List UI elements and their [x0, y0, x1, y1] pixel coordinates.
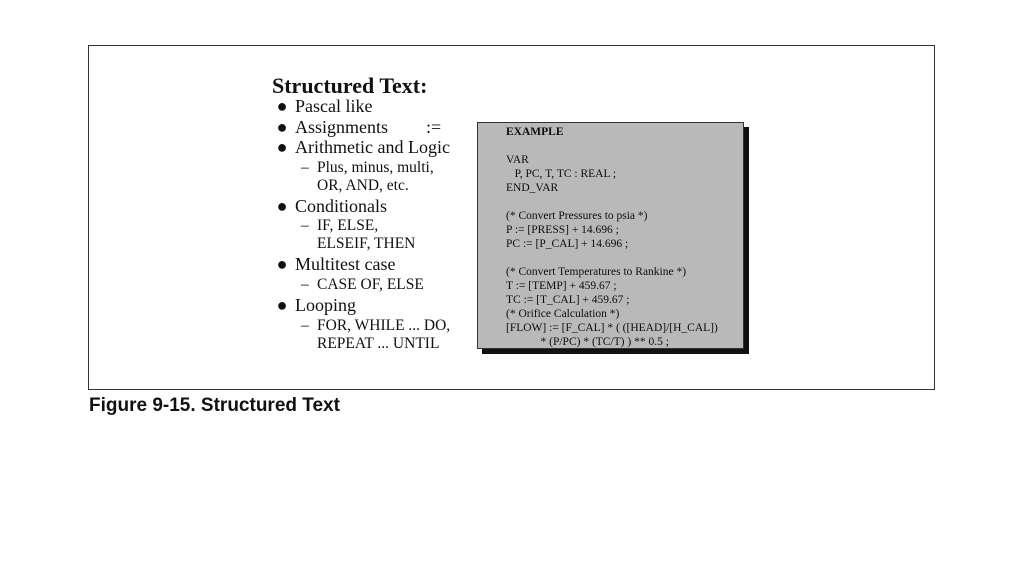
list-item-label: Assignments [295, 117, 389, 137]
code-line: [FLOW] := [F_CAL] * ( ([HEAD]/[H_CAL]) [506, 322, 718, 334]
list-item-label: Pascal like [295, 96, 373, 116]
dash-icon: – [301, 317, 309, 334]
code-line: (* Convert Temperatures to Rankine *) [506, 266, 687, 278]
code-line: (* Convert Pressures to psia *) [506, 210, 648, 222]
bullet-icon: ● [276, 295, 288, 315]
dash-icon: – [301, 217, 309, 234]
list-item-label: Looping [295, 295, 356, 315]
list-item-label: Conditionals [295, 196, 388, 216]
sub-item-label: Plus, minus, multi, [317, 159, 434, 176]
sub-item-label: ELSEIF, THEN [317, 235, 416, 252]
bullet-icon: ● [276, 96, 288, 116]
sub-item-label: OR, AND, etc. [317, 177, 409, 194]
code-line: PC := [P_CAL] + 14.696 ; [506, 238, 629, 250]
figure-heading: Structured Text: [272, 73, 428, 98]
sub-item-label: CASE OF, ELSE [317, 276, 424, 293]
sub-item-label: IF, ELSE, [317, 217, 379, 234]
figure-caption: Figure 9-15. Structured Text [89, 395, 340, 416]
sub-item-label: REPEAT ... UNTIL [317, 335, 440, 352]
bullet-icon: ● [276, 137, 288, 157]
code-line: P := [PRESS] + 14.696 ; [506, 224, 619, 236]
code-line: (* Orifice Calculation *) [506, 308, 620, 320]
example-code-box [477, 122, 744, 349]
assignment-operator: := [426, 117, 442, 137]
code-line: VAR [506, 154, 529, 166]
dash-icon: – [301, 276, 309, 293]
code-line: TC := [T_CAL] + 459.67 ; [506, 294, 630, 306]
list-item-label: Multitest case [295, 254, 396, 274]
dash-icon: – [301, 159, 309, 176]
bullet-icon: ● [276, 254, 288, 274]
code-line: P, PC, T, TC : REAL ; [506, 168, 617, 180]
sub-item-label: FOR, WHILE ... DO, [317, 317, 451, 334]
bullet-icon: ● [276, 117, 288, 137]
code-line: * (P/PC) * (TC/T) ) ** 0.5 ; [506, 336, 669, 348]
bullet-icon: ● [276, 196, 288, 216]
example-title: EXAMPLE [506, 126, 564, 138]
code-line: END_VAR [506, 182, 559, 194]
list-item-label: Arithmetic and Logic [295, 137, 450, 157]
code-line: T := [TEMP] + 459.67 ; [506, 280, 617, 292]
